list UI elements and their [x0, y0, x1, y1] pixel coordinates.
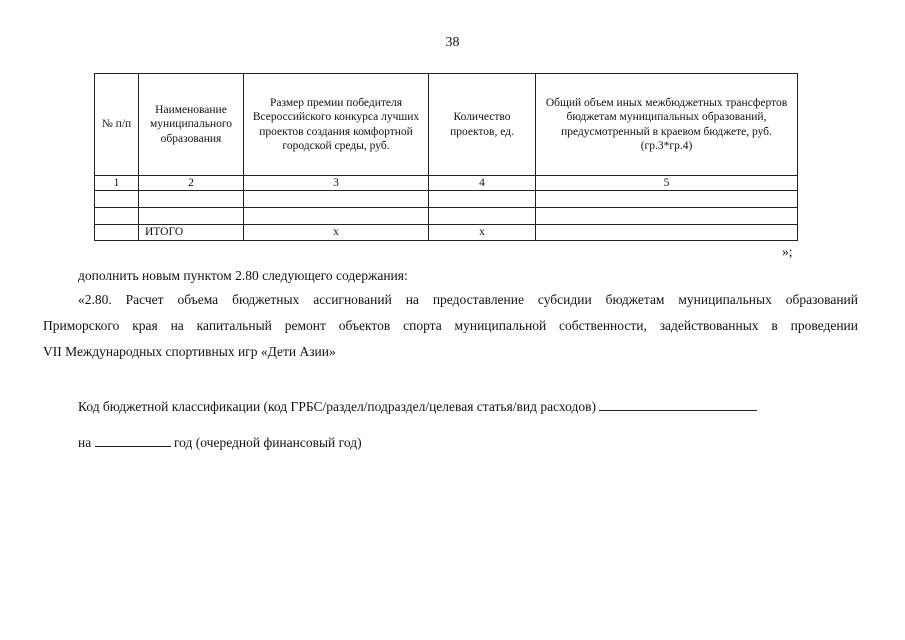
column-number: 1 — [95, 176, 139, 191]
header-number: № п/п — [95, 74, 139, 176]
column-number: 2 — [139, 176, 244, 191]
column-number: 4 — [429, 176, 536, 191]
table-row — [95, 208, 798, 225]
header-prize-amount: Размер премии победителя Всероссийского конкурса лучших проектов создания комфортной городской среды, руб. — [244, 74, 429, 176]
paragraph-280-line-2: Приморского края на капитальный ремонт объектов спорта муниципальной собственности, задействованных в проведении — [43, 318, 858, 333]
budget-code-line — [78, 397, 757, 415]
year-suffix: год (очередной финансовый год) — [173, 435, 362, 450]
paragraph-280-line-3: VII Международных спортивных игр «Дети Азии» — [43, 344, 336, 359]
paragraph-280-line-1: «2.80. Расчет объема бюджетных ассигнований на предоставление субсидии бюджетам муниципальных образований — [78, 292, 858, 307]
page-number: 38 — [445, 35, 460, 50]
budget-code-blank — [599, 397, 757, 411]
header-total-volume: Общий объем иных межбюджетных трансфертов бюджетам муниципальных образований, предусмотренный в краевом бюджете, руб. (гр.3*гр.4) — [536, 74, 798, 176]
intro-paragraph: дополнить новым пунктом 2.80 следующего содержания: — [78, 268, 408, 283]
table-header-row — [95, 74, 798, 176]
column-number-row — [95, 176, 798, 191]
year-blank — [95, 433, 171, 447]
header-project-count: Количество проектов, ед. — [429, 74, 536, 176]
column-number: 5 — [536, 176, 798, 191]
budget-code-label: Код бюджетной классификации (код ГРБС/раздел/подраздел/целевая статья/вид расходов) — [78, 399, 596, 414]
total-count-cell: x — [429, 225, 536, 240]
calculation-table — [94, 73, 798, 241]
total-label: ИТОГО — [139, 225, 244, 240]
column-number: 3 — [244, 176, 429, 191]
year-line — [78, 433, 362, 451]
year-prefix: на — [78, 435, 92, 450]
total-row — [95, 225, 798, 240]
header-municipality: Наименование муниципального образования — [139, 74, 244, 176]
total-prize-cell: x — [244, 225, 429, 240]
table-row — [95, 191, 798, 208]
closing-quote: »; — [782, 244, 793, 259]
